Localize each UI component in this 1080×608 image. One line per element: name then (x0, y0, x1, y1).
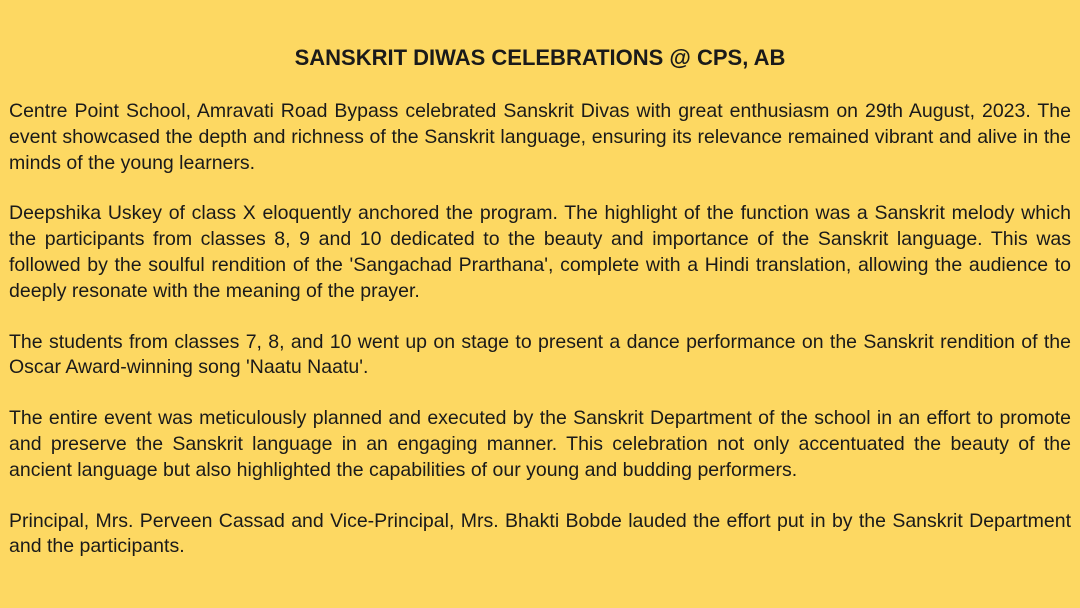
paragraph-intro: Centre Point School, Amravati Road Bypass celebrated Sanskrit Divas with great enthusiasm on 29th August, 2023. The event showcased the depth and richness of the Sanskrit language, ensuring its relevance remained vibrant and alive in the minds of the young learners. (9, 100, 1071, 174)
paragraph-dance: The students from classes 7, 8, and 10 went up on stage to present a dance performance on the Sanskrit rendition of the Oscar Award-winning song 'Naatu Naatu'. (9, 330, 1071, 379)
document-title: SANSKRIT DIWAS CELEBRATIONS @ CPS, AB (294, 45, 786, 70)
paragraph-organisation: The entire event was meticulously planned and executed by the Sanskrit Department of the school in an effort to promote and preserve the Sanskrit language in an engaging manner. This celebration not only accentuated the beauty of the ancient language but also highlighted the capabilities of our young and budding performers. (9, 407, 1071, 481)
paragraph-principal: Principal, Mrs. Perveen Cassad and Vice-Principal, Mrs. Bhakti Bobde lauded the effort put in by the Sanskrit Department and the participants. (9, 509, 1071, 558)
paragraph-program: Deepshika Uskey of class X eloquently anchored the program. The highlight of the function was a Sanskrit melody which the participants from classes 8, 9 and 10 dedicated to the beauty and importance of the Sanskrit language. This was followed by the soulful rendition of the 'Sangachad Prarthana', complete with a Hindi translation, allowing the audience to deeply resonate with the meaning of the prayer. (9, 202, 1071, 302)
